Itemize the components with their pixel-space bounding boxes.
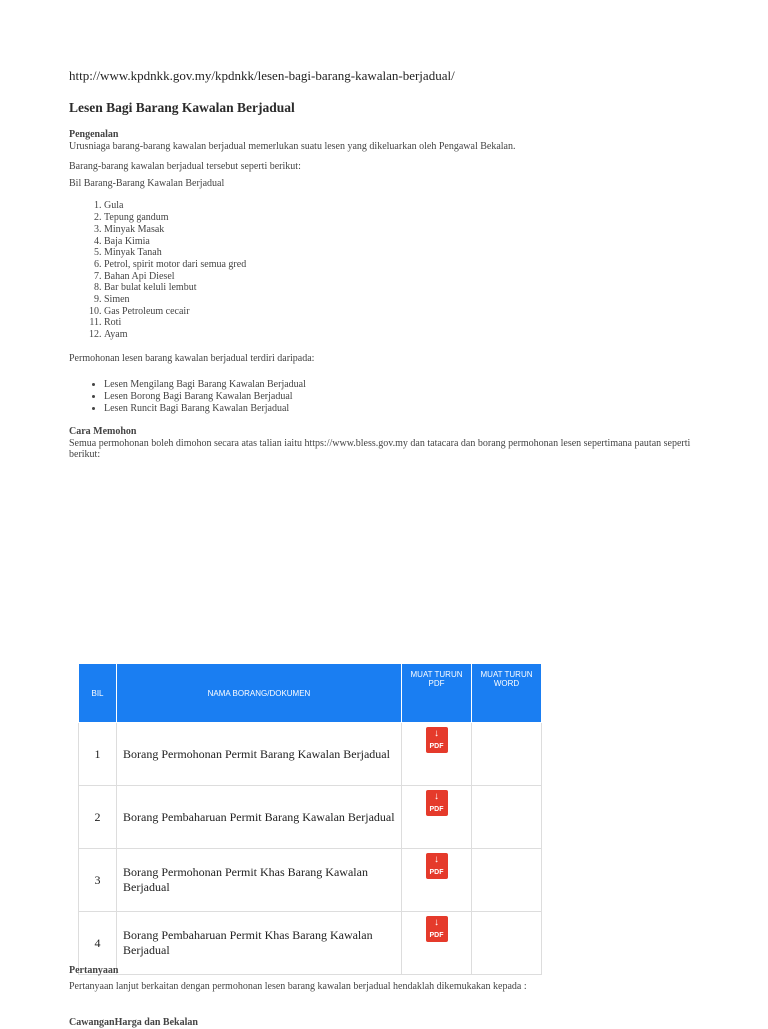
- list-item: 2. Tepung gandum: [104, 212, 709, 224]
- row-number: 2: [79, 786, 117, 849]
- pdf-download-icon[interactable]: ↓ PDF: [426, 853, 448, 879]
- list-item: • Lesen Mengilang Bagi Barang Kawalan Berjadual: [104, 379, 709, 391]
- list-item: 7. Bahan Api Diesel: [104, 271, 709, 283]
- items-intro-text: Barang-barang kawalan berjadual tersebut seperti berikut:: [69, 160, 301, 172]
- pengenalan-text: Urusniaga barang-barang kawalan berjadual memerlukan suatu lesen yang dikeluarkan oleh Pengawal Bekalan.: [69, 141, 516, 152]
- document-body: [69, 68, 709, 461]
- table-row: [79, 786, 542, 849]
- row-number: 3: [79, 849, 117, 912]
- form-name: Borang Permohonan Permit Barang Kawalan Berjadual: [117, 723, 402, 786]
- word-download-cell: [472, 786, 542, 849]
- form-name: Borang Pembaharuan Permit Barang Kawalan Berjadual: [117, 786, 402, 849]
- forms-table-container: [78, 663, 541, 975]
- list-item: 1. Gula: [104, 200, 709, 212]
- section-heading-pengenalan: Pengenalan: [69, 129, 119, 140]
- table-header-row: [79, 664, 542, 723]
- list-item: 10. Gas Petroleum cecair: [104, 306, 709, 318]
- list-item: 3. Minyak Masak: [104, 224, 709, 236]
- table-row: [79, 723, 542, 786]
- pdf-download-cell: [402, 786, 472, 849]
- header-bil: BIL: [79, 664, 117, 723]
- items-table-caption: Bil Barang-Barang Kawalan Berjadual: [69, 177, 225, 189]
- page-title: Lesen Bagi Barang Kawalan Berjadual: [69, 100, 295, 115]
- pdf-download-icon[interactable]: ↓ PDF: [426, 916, 448, 942]
- license-types-intro: Permohonan lesen barang kawalan berjadual terdiri daripada:: [69, 352, 315, 364]
- pdf-download-icon[interactable]: ↓ PDF: [426, 790, 448, 816]
- pdf-download-cell: [402, 723, 472, 786]
- form-name: Borang Pembaharuan Permit Khas Barang Kawalan Berjadual: [117, 912, 402, 975]
- row-number: 1: [79, 723, 117, 786]
- list-item: 5. Minyak Tanah: [104, 247, 709, 259]
- cara-memohon-text: Semua permohonan boleh dimohon secara atas talian iaitu https://www.bless.gov.my dan tatacara dan borang permohonan lesen sepertimana pautan seperti berikut:: [69, 437, 691, 461]
- pdf-download-icon[interactable]: ↓ PDF: [426, 727, 448, 753]
- controlled-goods-list: [69, 200, 709, 340]
- header-nama-borang: NAMA BORANG/DOKUMEN: [117, 664, 402, 723]
- table-row: [79, 849, 542, 912]
- pertanyaan-section: [69, 964, 709, 1029]
- list-item: 8. Bar bulat keluli lembut: [104, 282, 709, 294]
- license-types-list: [69, 379, 709, 415]
- header-muat-turun-word: MUAT TURUN WORD: [472, 664, 542, 723]
- list-item: • Lesen Borong Bagi Barang Kawalan Berjadual: [104, 391, 709, 403]
- section-heading-cawangan: CawanganHarga dan Bekalan: [69, 1016, 198, 1028]
- list-item: 4. Baja Kimia: [104, 236, 709, 248]
- list-item: 6. Petrol, spirit motor dari semua gred: [104, 259, 709, 271]
- form-name: Borang Permohonan Permit Khas Barang Kawalan Berjadual: [117, 849, 402, 912]
- section-heading-pertanyaan: Pertanyaan: [69, 965, 119, 976]
- word-download-cell: [472, 723, 542, 786]
- word-download-cell: [472, 849, 542, 912]
- list-item: 11. Roti: [104, 317, 709, 329]
- list-item: 12. Ayam: [104, 329, 709, 341]
- page-url-link[interactable]: http://www.kpdnkk.gov.my/kpdnkk/lesen-bagi-barang-kawalan-berjadual/: [69, 68, 455, 83]
- pdf-download-cell: [402, 849, 472, 912]
- forms-table: [78, 663, 542, 975]
- section-heading-cara-memohon: Cara Memohon: [69, 425, 137, 437]
- row-number: 4: [79, 912, 117, 975]
- pertanyaan-text: Pertanyaan lanjut berkaitan dengan permohonan lesen barang kawalan berjadual hendaklah dikemukakan kepada :: [69, 981, 527, 992]
- header-muat-turun-pdf: MUAT TURUN PDF: [402, 664, 472, 723]
- list-item: 9. Simen: [104, 294, 709, 306]
- list-item: • Lesen Runcit Bagi Barang Kawalan Berjadual: [104, 403, 709, 415]
